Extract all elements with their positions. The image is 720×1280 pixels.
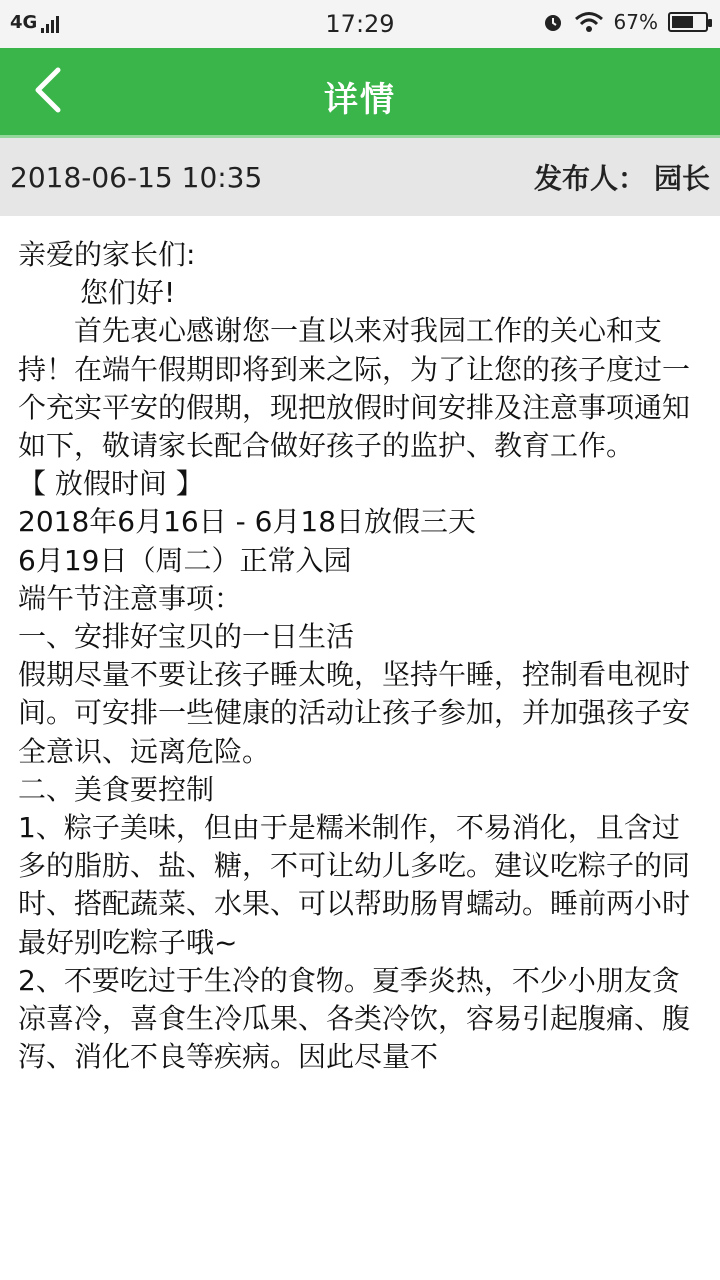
battery-percent: 67% [613, 10, 658, 34]
wifi-icon [574, 11, 604, 33]
section-heading: 二、美食要控制 [18, 772, 215, 806]
navbar [0, 48, 720, 138]
paragraph: 端午节注意事项： [18, 581, 243, 615]
section-heading: 一、安排好宝贝的一日生活 [18, 620, 355, 654]
publisher-info [534, 157, 710, 197]
battery-fill [672, 16, 693, 28]
alarm-icon [542, 11, 564, 33]
paragraph: 2018年6月16日 - 6月18日放假三天 [18, 505, 477, 539]
paragraph: 首先衷心感谢您一直以来对我园工作的关心和支持！在端午假期即将到来之际，为了让您的孩子度过一个充实平安的假期，现把放假时间安排及注意事项通知如下，敬请家长配合做好孩子的监护、教育工作。 [18, 314, 691, 463]
paragraph: 您们好! [80, 276, 176, 310]
paragraph: 假期尽量不要让孩子睡太晚，坚持午睡，控制看电视时间。可安排一些健康的活动让孩子参加，并加强孩子安全意识、远离危险。 [18, 658, 691, 768]
post-meta [0, 138, 720, 216]
battery-icon [668, 12, 708, 32]
paragraph: 亲爱的家长们: [18, 238, 196, 271]
network-type: 4G [10, 12, 38, 33]
publisher-label: 发布人： [533, 162, 646, 195]
paragraph: 6月19日（周二）正常入园 [18, 543, 352, 577]
status-right [542, 10, 708, 34]
page-title: 详情 [324, 80, 396, 120]
article-body [0, 216, 720, 1076]
post-datetime: 2018-06-15 10:35 [10, 160, 263, 194]
status-time: 17:29 [325, 10, 395, 38]
publisher-name: 园长 [653, 162, 710, 195]
paragraph: 2、不要吃过于生冷的食物。夏季炎热，不少小朋友贪凉喜冷，喜食生冷瓜果、各类冷饮，容易引起腹痛、腹泻、消化不良等疾病。因此尽量不 [18, 963, 691, 1074]
paragraph: 1、粽子美味，但由于是糯米制作，不易消化，且含过多的脂肪、盐、糖，不可让幼儿多吃。建议吃粽子的同时、搭配蔬菜、水果、可以帮助肠胃蠕动。睡前两小时最好别吃粽子哦~ [18, 811, 691, 959]
status-bar [0, 0, 720, 48]
section-heading: 【 放假时间 】 [18, 467, 204, 501]
